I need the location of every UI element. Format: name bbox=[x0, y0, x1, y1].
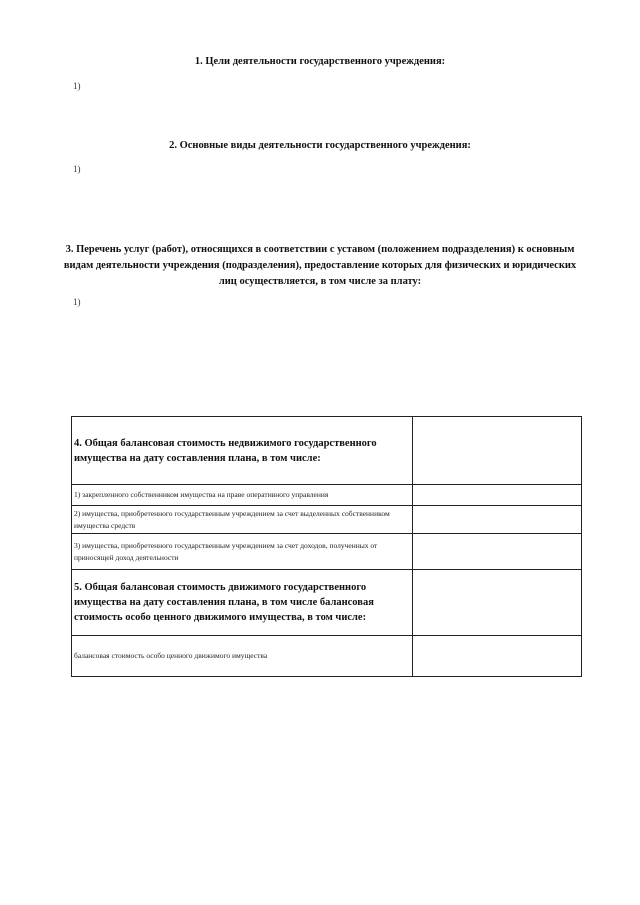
table-row bbox=[72, 417, 582, 485]
table-row bbox=[72, 534, 582, 570]
row-value-cell bbox=[413, 636, 582, 677]
row-label: 3) имущества, приобретенного государственным учреждением за счет доходов, полученных от приносящей доход деятельности bbox=[72, 534, 413, 570]
row-label: балансовая стоимость особо ценного движимого имущества bbox=[72, 636, 413, 677]
table-row bbox=[72, 570, 582, 636]
row-label: 2) имущества, приобретенного государственным учреждением за счет выделенных собственником имущества средств bbox=[72, 506, 413, 534]
asset-value-table bbox=[71, 416, 582, 677]
table-row bbox=[72, 636, 582, 677]
section-1-heading: 1. Цели деятельности государственного учреждения: bbox=[194, 56, 446, 67]
row-value-cell bbox=[413, 506, 582, 534]
row-value-cell bbox=[413, 570, 582, 636]
row-value-cell bbox=[413, 534, 582, 570]
table-row bbox=[72, 506, 582, 534]
section-3-item: 1) bbox=[73, 297, 81, 307]
row-label: 1) закрепленного собственником имущества на праве оперативного управления bbox=[72, 485, 413, 506]
row-label: 5. Общая балансовая стоимость движимого государственного имущества на дату составления плана, в том числе балансовая стоимость особо ценного движимого имущества, в том числе: bbox=[72, 570, 413, 636]
section-3-heading: 3. Перечень услуг (работ), относящихся в соответствии с уставом (положением подразделения) к основным видам деятельности учреждения (подразделения), предоставление которых для физических и юридических лиц осуществляется, в том числе за плату: bbox=[63, 244, 577, 287]
row-label: 4. Общая балансовая стоимость недвижимого государственного имущества на дату составления плана, в том числе: bbox=[72, 417, 413, 485]
section-2-item: 1) bbox=[73, 164, 81, 174]
row-value-cell bbox=[413, 485, 582, 506]
table-row bbox=[72, 485, 582, 506]
section-2-heading: 2. Основные виды деятельности государственного учреждения: bbox=[169, 140, 471, 151]
section-1-item: 1) bbox=[73, 81, 81, 91]
row-value-cell bbox=[413, 417, 582, 485]
